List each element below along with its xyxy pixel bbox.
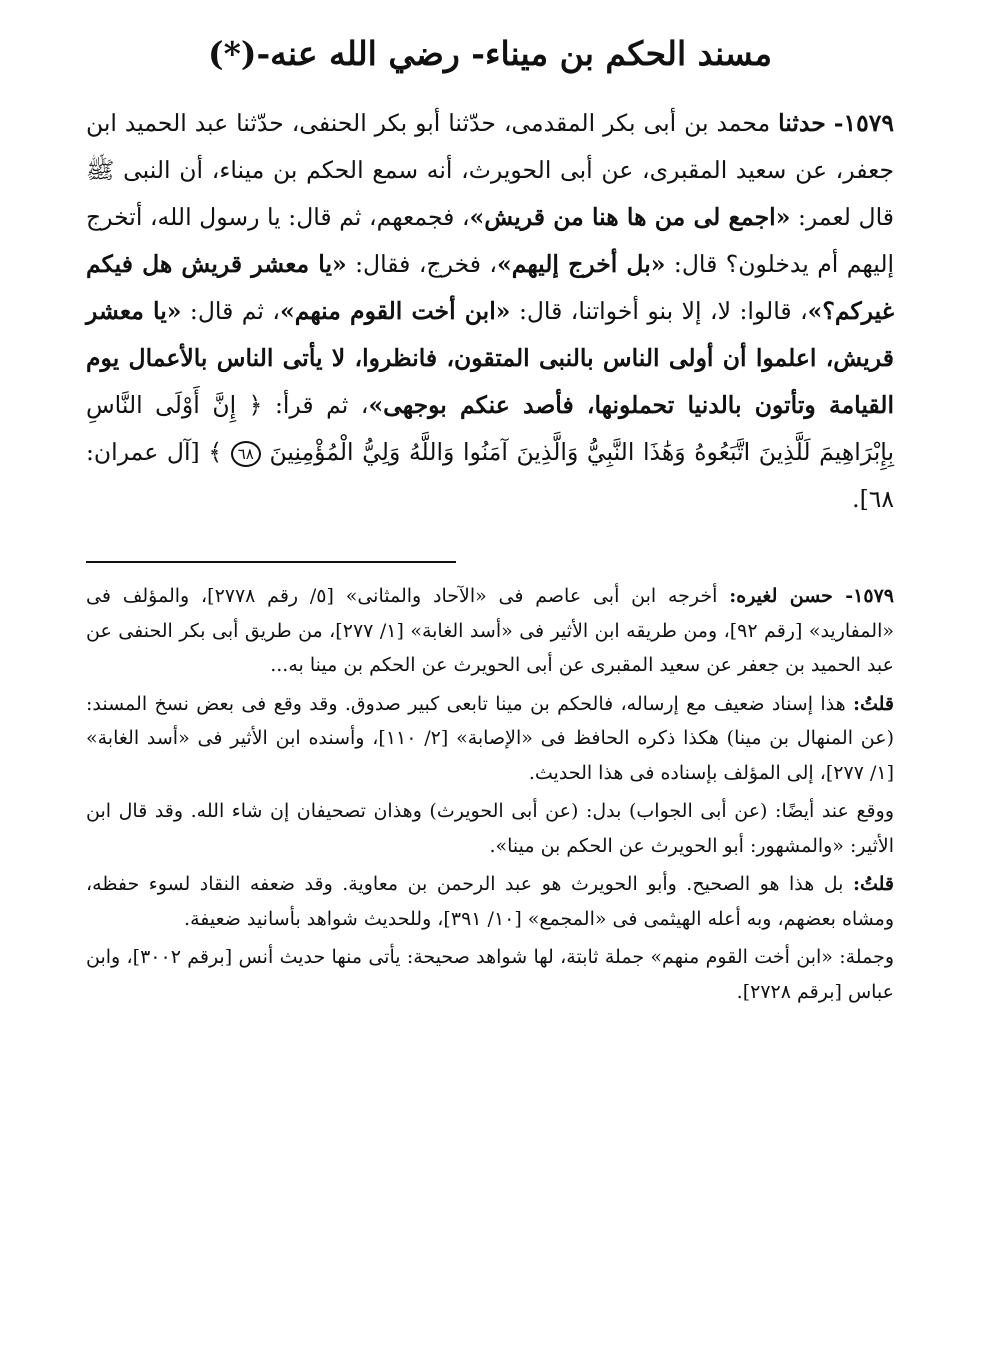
footnote-paragraph: [86, 794, 894, 863]
ayah-number-marker: ٦٨: [231, 441, 261, 467]
quran-bracket-open: ﴿: [248, 391, 263, 419]
prophetic-quote: «يا معشر قريش هل فيكم غيركم؟»: [86, 250, 894, 325]
prophetic-quote: «اجمع لى من ها هنا من قريش»: [469, 203, 791, 231]
footnote-lead: قلتُ:: [852, 873, 894, 895]
narrative-text: ، ثم قال:: [189, 297, 281, 325]
page-title: مسند الحكم بن ميناء- رضي الله عنه-(*): [207, 34, 773, 73]
footnote-lead: قلتُ:: [852, 692, 894, 715]
footnote-paragraph: [86, 579, 894, 683]
hadith-opening: حدثنا: [778, 109, 826, 137]
narrative-text: ، فجمعهم، ثم قال: يا رسول الله، أتخرج إليهم أم يدخلون؟ قال:: [86, 203, 895, 278]
footnote-paragraph: [86, 940, 894, 1009]
footnote-lead: ١٥٧٩- حسن لغيره:: [729, 585, 894, 607]
isnad-text: محمد بن أبى بكر المقدمى، حدّثنا أبو بكر الحنفى، حدّثنا عبد الحميد ابن جعفر، عن سعيد المقبرى، عن أبى الحويرث، أنه سمع الحكم بن ميناء، أن النبى ﷺ قال لعمر:: [86, 109, 894, 231]
prophetic-quote: «ابن أخت القوم منهم»: [280, 297, 511, 325]
footnote-divider: [86, 561, 456, 563]
narrative-text: ، ثم قرأ:: [274, 391, 369, 419]
footnotes: [86, 579, 894, 1009]
prophetic-quote: «بل أخرج إليهم»: [497, 250, 666, 278]
footnote-text: وجملة: «ابن أخت القوم منهم» جملة ثابتة، لها شواهد صحيحة: يأتى منها حديث أنس [برقم ٣٠٠٢]، وابن عباس [برقم ٢٧٢٨].: [86, 946, 894, 1003]
hadith-body: [86, 100, 894, 523]
footnote-text: أخرجه ابن أبى عاصم فى «الآحاد والمثانى» [٥/ رقم ٢٧٧٨]، والمؤلف فى «المفاريد» [رقم ٩٢]، ومن طريقه ابن الأثير فى «أسد الغابة» [١/ ٢٧٧]، من طريق أبى بكر الحنفى عن عبد الحميد بن جعفر عن سعيد المقبرى عن أبى الحويرث عن الحكم بن مينا به...: [86, 585, 894, 676]
quran-verse: إِنَّ أَوْلَى النَّاسِ بِإِبْرَاهِيمَ لَلَّذِينَ اتَّبَعُوهُ وَهَٰذَا النَّبِيُّ وَالَّذِينَ آمَنُوا وَاللَّهُ وَلِيُّ الْمُؤْمِنِينَ: [86, 391, 894, 466]
footnote-text: هذا إسناد ضعيف مع إرساله، فالحكم بن مينا تابعى كبير صدوق. وقد وقع فى بعض نسخ المسند: (عن المنهال بن مينا) هكذا ذكره الحافظ فى «الإصابة» [٢/ ١١٠]، وأسنده ابن الأثير فى «أسد الغابة» [١/ ٢٧٧]، إلى المؤلف بإسناده فى هذا الحديث.: [86, 692, 894, 784]
quran-citation: [آل عمران: ٦٨].: [86, 438, 894, 513]
prophetic-quote: «يا معشر قريش، اعلموا أن أولى الناس بالنبى المتقون، فانظروا، لا يأتى الناس بالأعمال يوم القيامة وتأتون بالدنيا تحملونها، فأصد عنكم بوجهى»: [86, 297, 894, 419]
quran-bracket-close: ﴾: [208, 438, 223, 466]
footnote-text: بل هذا هو الصحيح. وأبو الحويرث هو عبد الرحمن بن معاوية. وقد ضعفه النقاد لسوء حفظه، ومشاه بعضهم، وبه أعله الهيثمى فى «المجمع» [١٠/ ٣٩١]، وللحديث شواهد بأسانيد ضعيفة.: [86, 873, 894, 930]
footnote-paragraph: [86, 687, 894, 791]
narrative-text: ، فخرج، فقال:: [355, 250, 497, 278]
narrative-text: ، قالوا: لا، إلا بنو أخواتنا، قال:: [518, 297, 808, 325]
hadith-paragraph: [86, 100, 894, 523]
footnote-text: ووقع عند أيضًا: (عن أبى الجواب) بدل: (عن أبى الحويرث) وهذان تصحيفان إن شاء الله. وقد قال ابن الأثير: «والمشهور: أبو الحويرث عن الحكم بن مينا».: [86, 800, 894, 857]
hadith-number: ١٥٧٩-: [833, 109, 894, 137]
footnote-paragraph: [86, 867, 894, 936]
